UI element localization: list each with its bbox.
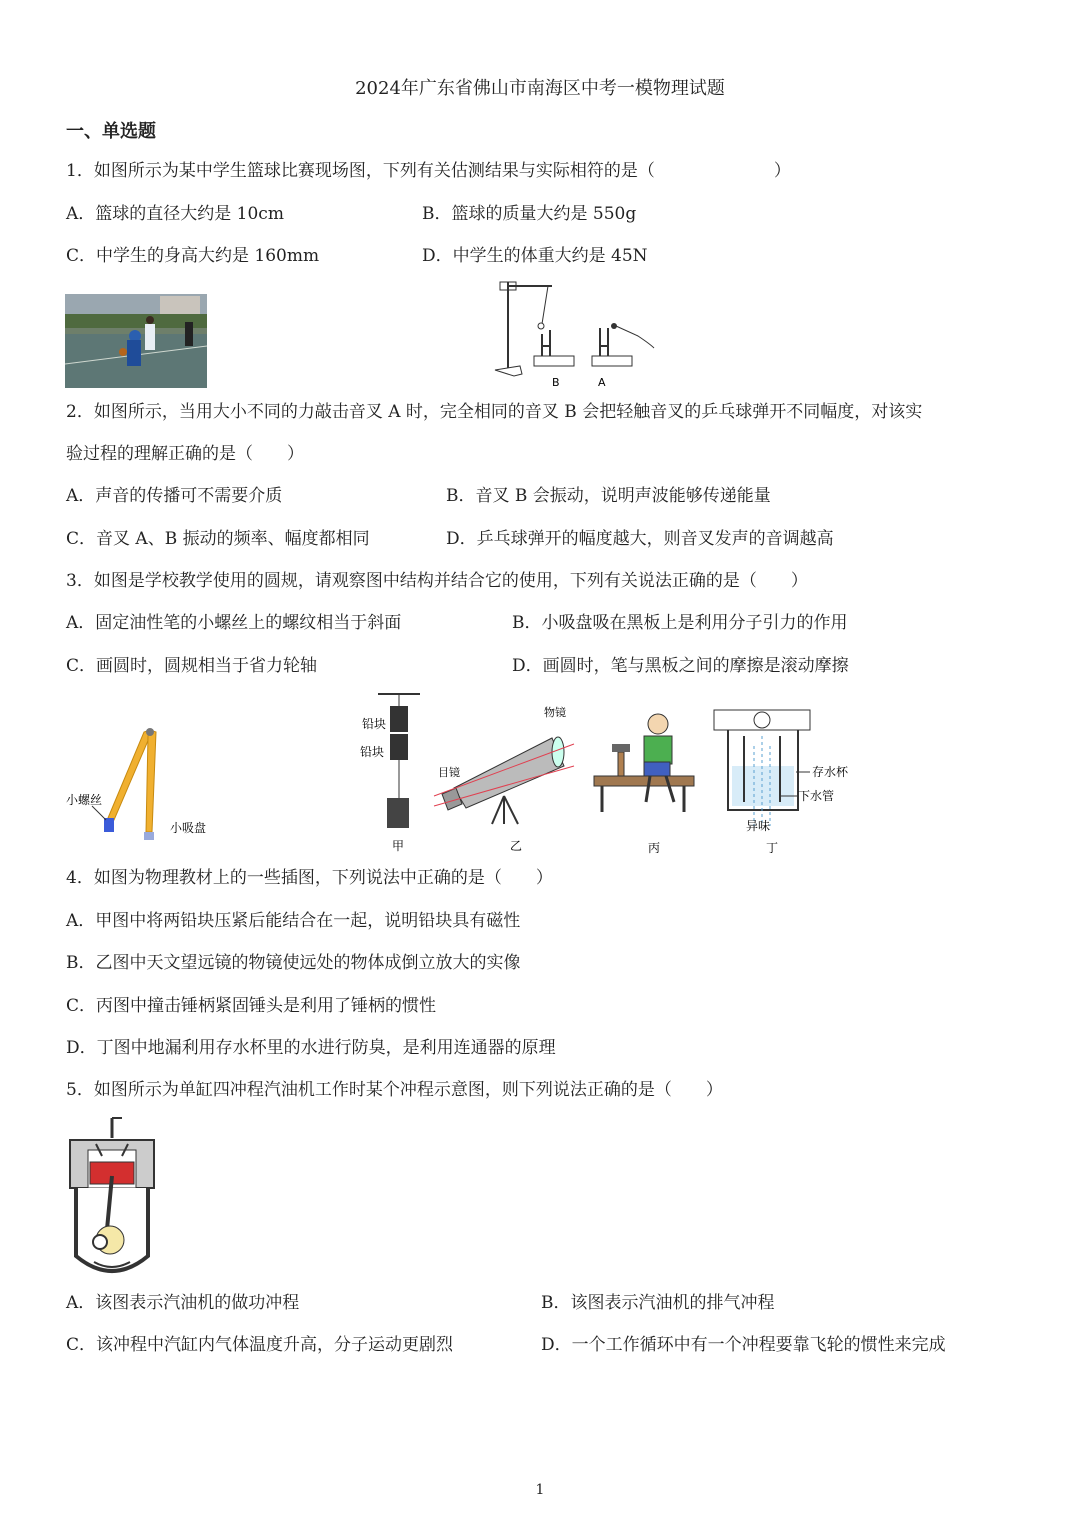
- q1-stem: 1．如图所示为某中学生篮球比赛现场图，下列有关估测结果与实际相符的是（ ）: [66, 161, 791, 181]
- q3-option-b: B．小吸盘吸在黑板上是利用分子引力的作用: [512, 613, 848, 633]
- q2-option-c: C．音叉 A、B 振动的频率、幅度都相同: [66, 529, 370, 549]
- yi-caption: 乙: [510, 839, 523, 853]
- page-number: 1: [535, 1482, 545, 1498]
- q1-option-c: C．中学生的身高大约是 160mm: [66, 246, 320, 266]
- floor-drain-figure: [708, 706, 858, 856]
- page-title: 2024年广东省佛山市南海区中考一模物理试题: [355, 78, 725, 99]
- basketball-photo: [65, 294, 207, 388]
- q2-stem-line1: 2．如图所示，当用大小不同的力敲击音叉 A 时，完全相同的音叉 B 会把轻触音叉的乒乓球弹开不同幅度，对该实: [66, 402, 923, 422]
- fork-label-b: B: [552, 376, 560, 389]
- bing-caption: 丙: [648, 841, 661, 855]
- q4-option-d: D．丁图中地漏利用存水杯里的水进行防臭，是利用连通器的原理: [66, 1038, 556, 1058]
- q3-option-a: A．固定油性笔的小螺丝上的螺纹相当于斜面: [66, 613, 402, 633]
- compass-figure: [62, 722, 232, 848]
- q5-option-d: D．一个工作循环中有一个冲程要靠飞轮的惯性来完成: [541, 1335, 946, 1355]
- compass-sucker-label: 小吸盘: [170, 821, 207, 835]
- ding-pipe-label: 下水管: [798, 789, 835, 803]
- q5-option-c: C．该冲程中汽缸内气体温度升高，分子运动更剧烈: [66, 1335, 454, 1355]
- q1-option-b: B．篮球的质量大约是 550g: [422, 204, 637, 224]
- jia-block-label-1: 铅块: [362, 717, 387, 731]
- fork-label-a: A: [598, 376, 606, 389]
- q1-option-a: A．篮球的直径大约是 10cm: [66, 204, 284, 224]
- engine-figure: [66, 1116, 158, 1278]
- q3-stem: 3．如图是学校教学使用的圆规，请观察图中结构并结合它的使用，下列有关说法正确的是（ ）: [66, 571, 808, 591]
- yi-eyepiece-label: 目镜: [438, 766, 460, 779]
- ding-cup-label: 存水杯: [812, 765, 849, 779]
- q2-stem-line2: 验过程的理解正确的是（ ）: [66, 444, 304, 464]
- jia-block-label-2: 铅块: [360, 745, 385, 759]
- telescope-figure: [424, 700, 584, 856]
- q4-option-b: B．乙图中天文望远镜的物镜使远处的物体成倒立放大的实像: [66, 953, 521, 973]
- q4-option-a: A．甲图中将两铅块压紧后能结合在一起，说明铅块具有磁性: [66, 911, 521, 931]
- ding-smell-label: 异味: [746, 819, 771, 833]
- yi-objective-label: 物镜: [544, 706, 566, 719]
- q4-stem: 4．如图为物理教材上的一些插图，下列说法中正确的是（ ）: [66, 868, 553, 888]
- q2-option-a: A．声音的传播可不需要介质: [66, 486, 283, 506]
- tuning-fork-figure: [490, 278, 660, 390]
- q3-option-c: C．画圆时，圆规相当于省力轮轴: [66, 656, 318, 676]
- q2-option-b: B．音叉 B 会振动，说明声波能够传递能量: [446, 486, 771, 506]
- lead-blocks-figure: [356, 688, 432, 854]
- jia-caption: 甲: [392, 839, 405, 853]
- q1-option-d: D．中学生的体重大约是 45N: [422, 246, 648, 266]
- hammer-figure: [584, 706, 704, 856]
- q3-option-d: D．画圆时，笔与黑板之间的摩擦是滚动摩擦: [512, 656, 849, 676]
- q5-option-b: B．该图表示汽油机的排气冲程: [541, 1293, 775, 1313]
- q2-option-d: D．乒乓球弹开的幅度越大，则音叉发声的音调越高: [446, 529, 834, 549]
- q4-option-c: C．丙图中撞击锤柄紧固锤头是利用了锤柄的惯性: [66, 996, 437, 1016]
- ding-caption: 丁: [766, 841, 779, 855]
- compass-screw-label: 小螺丝: [66, 793, 103, 807]
- section-heading: 一、单选题: [66, 121, 156, 142]
- q5-option-a: A．该图表示汽油机的做功冲程: [66, 1293, 300, 1313]
- q5-stem: 5．如图所示为单缸四冲程汽油机工作时某个冲程示意图，则下列说法正确的是（ ）: [66, 1080, 723, 1100]
